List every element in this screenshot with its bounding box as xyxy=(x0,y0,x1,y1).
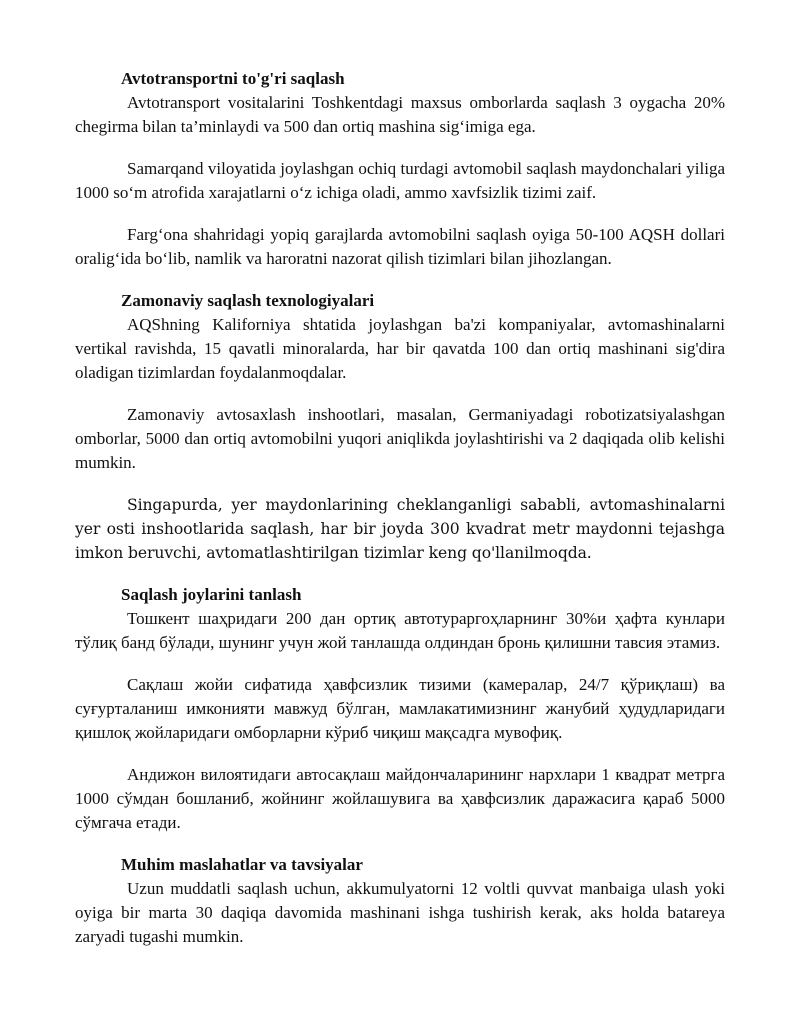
paragraph: Сақлаш жойи сифатида ҳавфсизлик тизими (камералар, 24/7 қўриқлаш) ва суғурталаниш имконияти мавжуд бўлган, мамлакатимизнинг жанубий ҳудудларидаги қишлоқ жойларидаги омборларни кўриб чиқиш мақсадга мувофиқ. xyxy=(75,675,725,742)
section-heading: Saqlash joylarini tanlash xyxy=(121,585,302,604)
section-heading: Avtotransportni to'g'ri saqlash xyxy=(121,69,345,88)
document-page xyxy=(75,67,725,963)
paragraph: Avtotransport vositalarini Toshkentdagi maxsus omborlarda saqlash 3 oygacha 20% chegirma bilan ta’minlaydi va 500 dan ortiq mashina sig‘imiga ega. xyxy=(75,93,725,136)
paragraph: AQShning Kaliforniya shtatida joylashgan ba'zi kompaniyalar, avtomashinalarni vertikal ravishda, 15 qavatli minoralarda, har bir qavatda 100 dan ortiq mashinani sig'dira oladigan tizimlardan foydalanmoqdalar. xyxy=(75,315,725,382)
paragraph: Zamonaviy avtosaxlash inshootlari, masalan, Germaniyadagi robotizatsiyalashgan omborlar, 5000 dan ortiq avtomobilni yuqori aniqlikda joylashtirishi va 2 daqiqada olib kelishi mumkin. xyxy=(75,405,725,472)
section-heading: Zamonaviy saqlash texnologiyalari xyxy=(121,291,375,310)
paragraph: Singapurda, yer maydonlarining cheklanganligi sababli, avtomashinalarni yer osti inshootlarida saqlash, har bir joyda 300 kvadrat metr maydonni tejashga imkon beruvchi, avtomatlashtirilgan tizimlar keng qo'llanilmoqda. xyxy=(75,496,725,562)
paragraph: Farg‘ona shahridagi yopiq garajlarda avtomobilni saqlash oyiga 50-100 AQSH dollari oralig‘ida bo‘lib, namlik va haroratni nazorat qilish tizimlari bilan jihozlangan. xyxy=(75,225,725,268)
paragraph: Андижон вилоятидаги автосақлаш майдончаларининг нархлари 1 квадрат метрга 1000 сўмдан бошланиб, жойнинг жойлашувига ва ҳавфсизлик даражасига қараб 5000 сўмгача етади. xyxy=(75,765,725,832)
paragraph: Samarqand viloyatida joylashgan ochiq turdagi avtomobil saqlash maydonchalari yiliga 1000 so‘m atrofida xarajatlarni o‘z ichiga oladi, ammo xavfsizlik tizimi zaif. xyxy=(75,159,725,202)
section-car-storage xyxy=(75,67,725,271)
paragraph: Тошкент шаҳридаги 200 дан ортиқ автотураргоҳларнинг 30%и ҳафта кунлари тўлиқ банд бўлади, шунинг учун жой танлашда олдиндан бронь қилишни тавсия этамиз. xyxy=(75,609,725,652)
section-choosing-location xyxy=(75,583,725,835)
paragraph: Uzun muddatli saqlash uchun, akkumulyatorni 12 voltli quvvat manbaiga ulash yoki oyiga bir marta 30 daqiqa davomida mashinani ishga tushirish kerak, aks holda batareya zaryadi tugashi mumkin. xyxy=(75,879,725,946)
section-tips xyxy=(75,853,725,949)
section-modern-technologies xyxy=(75,289,725,565)
section-heading: Muhim maslahatlar va tavsiyalar xyxy=(121,855,363,874)
